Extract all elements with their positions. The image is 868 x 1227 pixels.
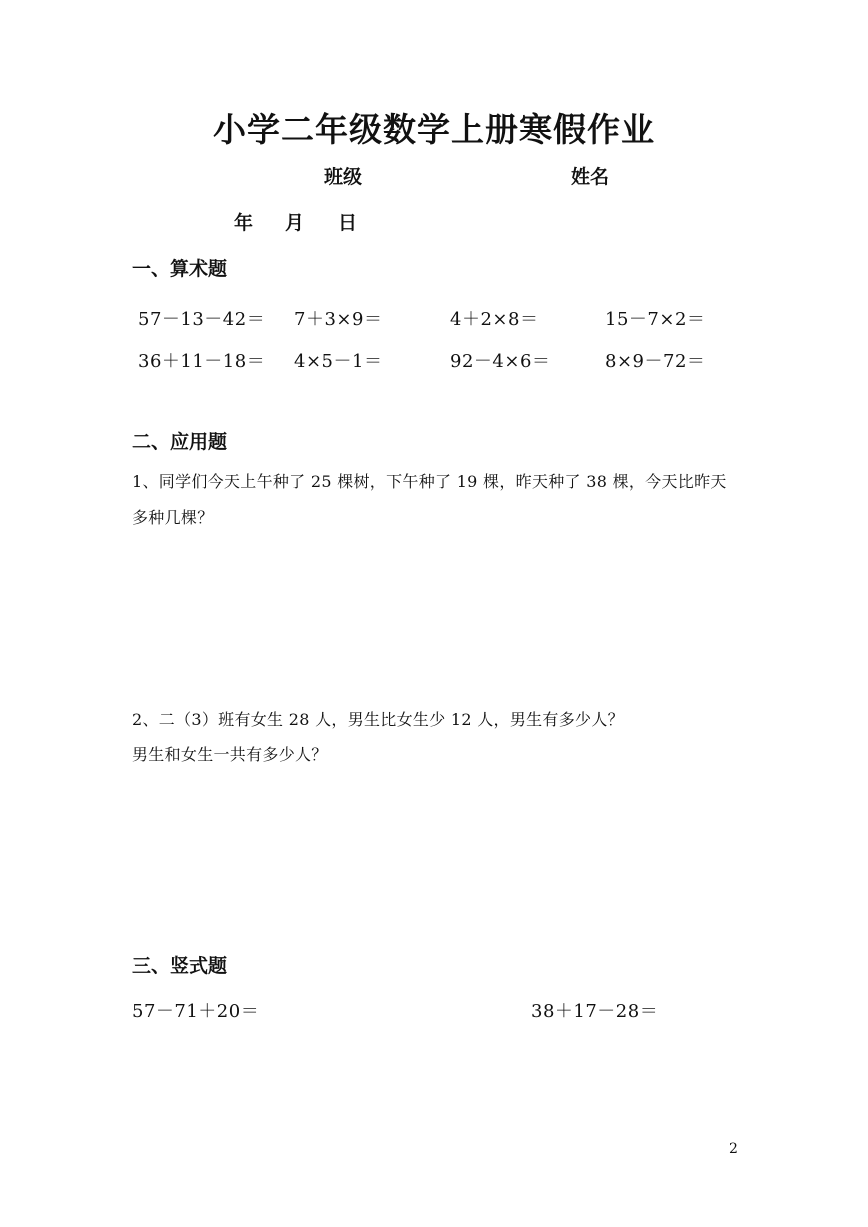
question2-line2: 男生和女生一共有多少人？: [132, 745, 328, 764]
arith-expr: 7＋3×9＝: [294, 309, 383, 330]
arith-expr: 15－7×2＝: [605, 309, 706, 330]
page-number: 2: [729, 1141, 738, 1157]
arith-expr: 4×5－1＝: [294, 351, 383, 372]
year-label: 年: [234, 212, 254, 234]
page-title: 小学二年级数学上册寒假作业: [213, 110, 655, 149]
class-label: 班级: [324, 166, 363, 188]
vertical-expr: 38＋17－28＝: [531, 1001, 659, 1022]
section1-heading: 一、算术题: [132, 258, 228, 280]
arith-expr: 92－4×6＝: [450, 351, 551, 372]
question1-line1: 1、同学们今天上午种了 25 棵树，下午种了 19 棵，昨天种了 38 棵，今天比昨天: [132, 472, 727, 491]
day-label: 日: [338, 212, 358, 234]
section2-heading: 二、应用题: [132, 431, 228, 453]
arith-expr: 8×9－72＝: [605, 351, 706, 372]
vertical-expr: 57－71＋20＝: [132, 1001, 260, 1022]
arith-expr: 4＋2×8＝: [450, 309, 539, 330]
section3-heading: 三、竖式题: [132, 955, 228, 977]
name-label: 姓名: [571, 166, 610, 188]
arith-expr: 36＋11－18＝: [138, 351, 266, 372]
arith-expr: 57－13－42＝: [138, 309, 266, 330]
question2-line1: 2、二（3）班有女生 28 人，男生比女生少 12 人，男生有多少人？: [132, 710, 624, 729]
month-label: 月: [285, 212, 305, 234]
question1-line2: 多种几棵？: [132, 508, 214, 527]
